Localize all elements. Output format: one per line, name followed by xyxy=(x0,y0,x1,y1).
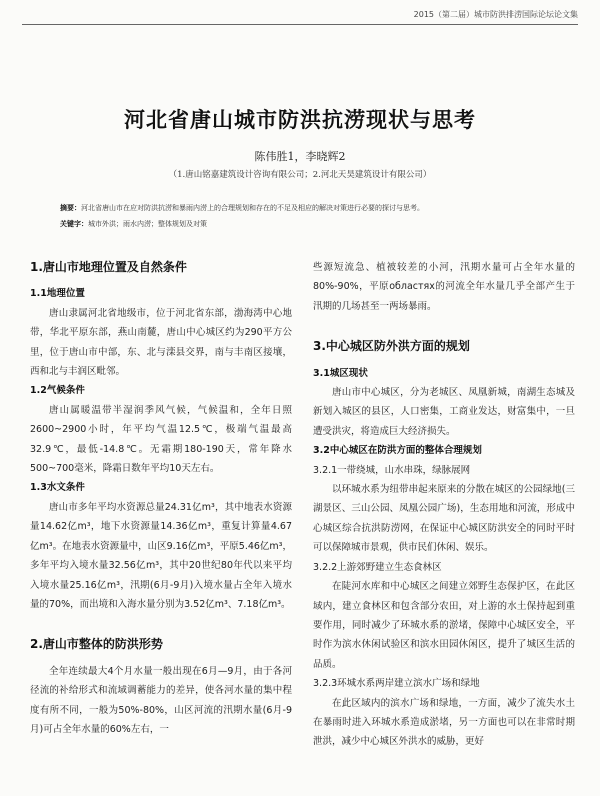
subsubsection-heading: 3.2.1一带绕城，山水串珠，绿脉展网 xyxy=(313,464,471,476)
right-column xyxy=(313,258,575,752)
paragraph: 以环城水系为纽带串起来原来的分散在城区的公园绿地(三湖景区、三山公园、凤凰公园广场)，生态用地和河流，形成中心城区综合抗洪防涝网，在保证中心城区防洪安全的同时平时可以保障城市景观，供市民们休闲、娱乐。 xyxy=(313,484,575,554)
paragraph: 唐山市多年平均水资源总量24.31亿m³，其中地表水资源量14.62亿m³，地下水资源量14.36亿m³，重复计算量4.67亿m³。在地表水资源量中，山区9.16亿m³，平原5.46亿m³，多年平均入境水量32.56亿m³，其中20世纪80年代以来平均入境水量25.16亿m³，汛期(6月-9月)入境水量占全年入境水量的70%，而出境和入海水量分别为3.52亿m³、7.18亿m³。 xyxy=(30,501,292,610)
subsection-heading: 1.1地理位置 xyxy=(30,288,85,300)
paper-title: 河北省唐山城市防洪抗涝现状与思考 xyxy=(124,108,476,132)
paragraph: 唐山属暖温带半湿润季风气候，气候温和，全年日照2600~2900小时，年平均气温12.5℃，极端气温最高32.9℃，最低-14.8℃。无霜期180-190天，常年降水500~700毫米，降霜日数年平均10天左右。 xyxy=(30,404,292,475)
paragraph: 唐山市中心城区，分为老城区、凤凰新城，南湖生态城及新划入城区的县区，人口密集，工商业发达，财富集中，一旦遭受洪灾，将造成巨大经济损失。 xyxy=(313,387,575,437)
paragraph: 唐山隶属河北省地级市，位于河北省东部，渤海湾中心地带，华北平原东部，燕山南麓，唐山中心城区约为290平方公里，位于唐山市中部，东、北与滦县交界，南与丰南区接壤，西和北与丰润区毗邻。 xyxy=(30,307,292,378)
keywords-label: 关键字： xyxy=(60,220,88,228)
subsubsection-heading: 3.2.3环城水系两岸建立滨水广场和绿地 xyxy=(313,678,480,690)
abstract-text: 河北省唐山市在应对防洪抗涝和暴雨内涝上的合理规划和存在的不足及相应的解决对策进行必要的探讨与思考。 xyxy=(81,204,424,212)
subsection-heading: 3.1城区现状 xyxy=(313,367,368,379)
subsection-heading: 1.2气候条件 xyxy=(30,385,85,397)
authors: 陈伟胜1，李晓辉2 xyxy=(254,150,346,163)
section-heading: 1.唐山市地理位置及自然条件 xyxy=(30,260,187,274)
paragraph: 些源短流急、植被较差的小河，汛期水量可占全年水量的80%-90%，平原областях的河流全年水量几乎全部产生于汛期的几场甚至一两场暴雨。 xyxy=(313,262,575,312)
keywords-text: 城市外洪；雨水内涝；整体规划及对策 xyxy=(88,220,207,228)
subsection-heading: 1.3水文条件 xyxy=(30,482,85,494)
abstract-label: 摘要： xyxy=(60,204,81,212)
paragraph: 全年连续最大4个月水量一般出现在6月—9月，由于各河径流的补给形式和流域调蓄能力的差异，使各河水量的集中程度有所不同，一般为50%-80%，山区河流的汛期水量(6月-9月)可占全年水量的60%左右，一 xyxy=(30,665,292,735)
header-rule xyxy=(22,24,578,25)
paragraph: 在此区域内的滨水广场和绿地，一方面，减少了流失水土在暴雨时进入环城水系造成淤堵，另一方面也可以在非常时期泄洪，减少中心城区外洪水的威胁，更好 xyxy=(313,697,575,748)
keywords xyxy=(60,218,540,230)
affiliations: （1.唐山铭嘉建筑设计咨询有限公司；2.河北天昊建筑设计有限公司） xyxy=(168,170,432,180)
section-heading: 3.中心城区防外洪方面的规划 xyxy=(313,339,470,354)
left-column xyxy=(30,258,292,739)
subsubsection-heading: 3.2.2上游郊野建立生态食林区 xyxy=(313,561,442,573)
section-heading: 2.唐山市整体的防洪形势 xyxy=(30,637,163,652)
subsection-heading: 3.2中心城区在防洪方面的整体合理规划 xyxy=(313,445,482,457)
running-header: 2015（第二届）城市防洪排涝国际论坛论文集 xyxy=(413,10,578,19)
paragraph: 在陡河水库和中心城区之间建立郊野生态保护区，在此区域内，建立食林区和包含部分农田，对上游的水土保持起到重要作用，同时减少了环城水系的淤堵，保障中心城区安全，平时作为滨水休闲试验区和滨水田园休闲区，提升了城区生活的品质。 xyxy=(313,581,575,670)
abstract xyxy=(60,202,540,214)
